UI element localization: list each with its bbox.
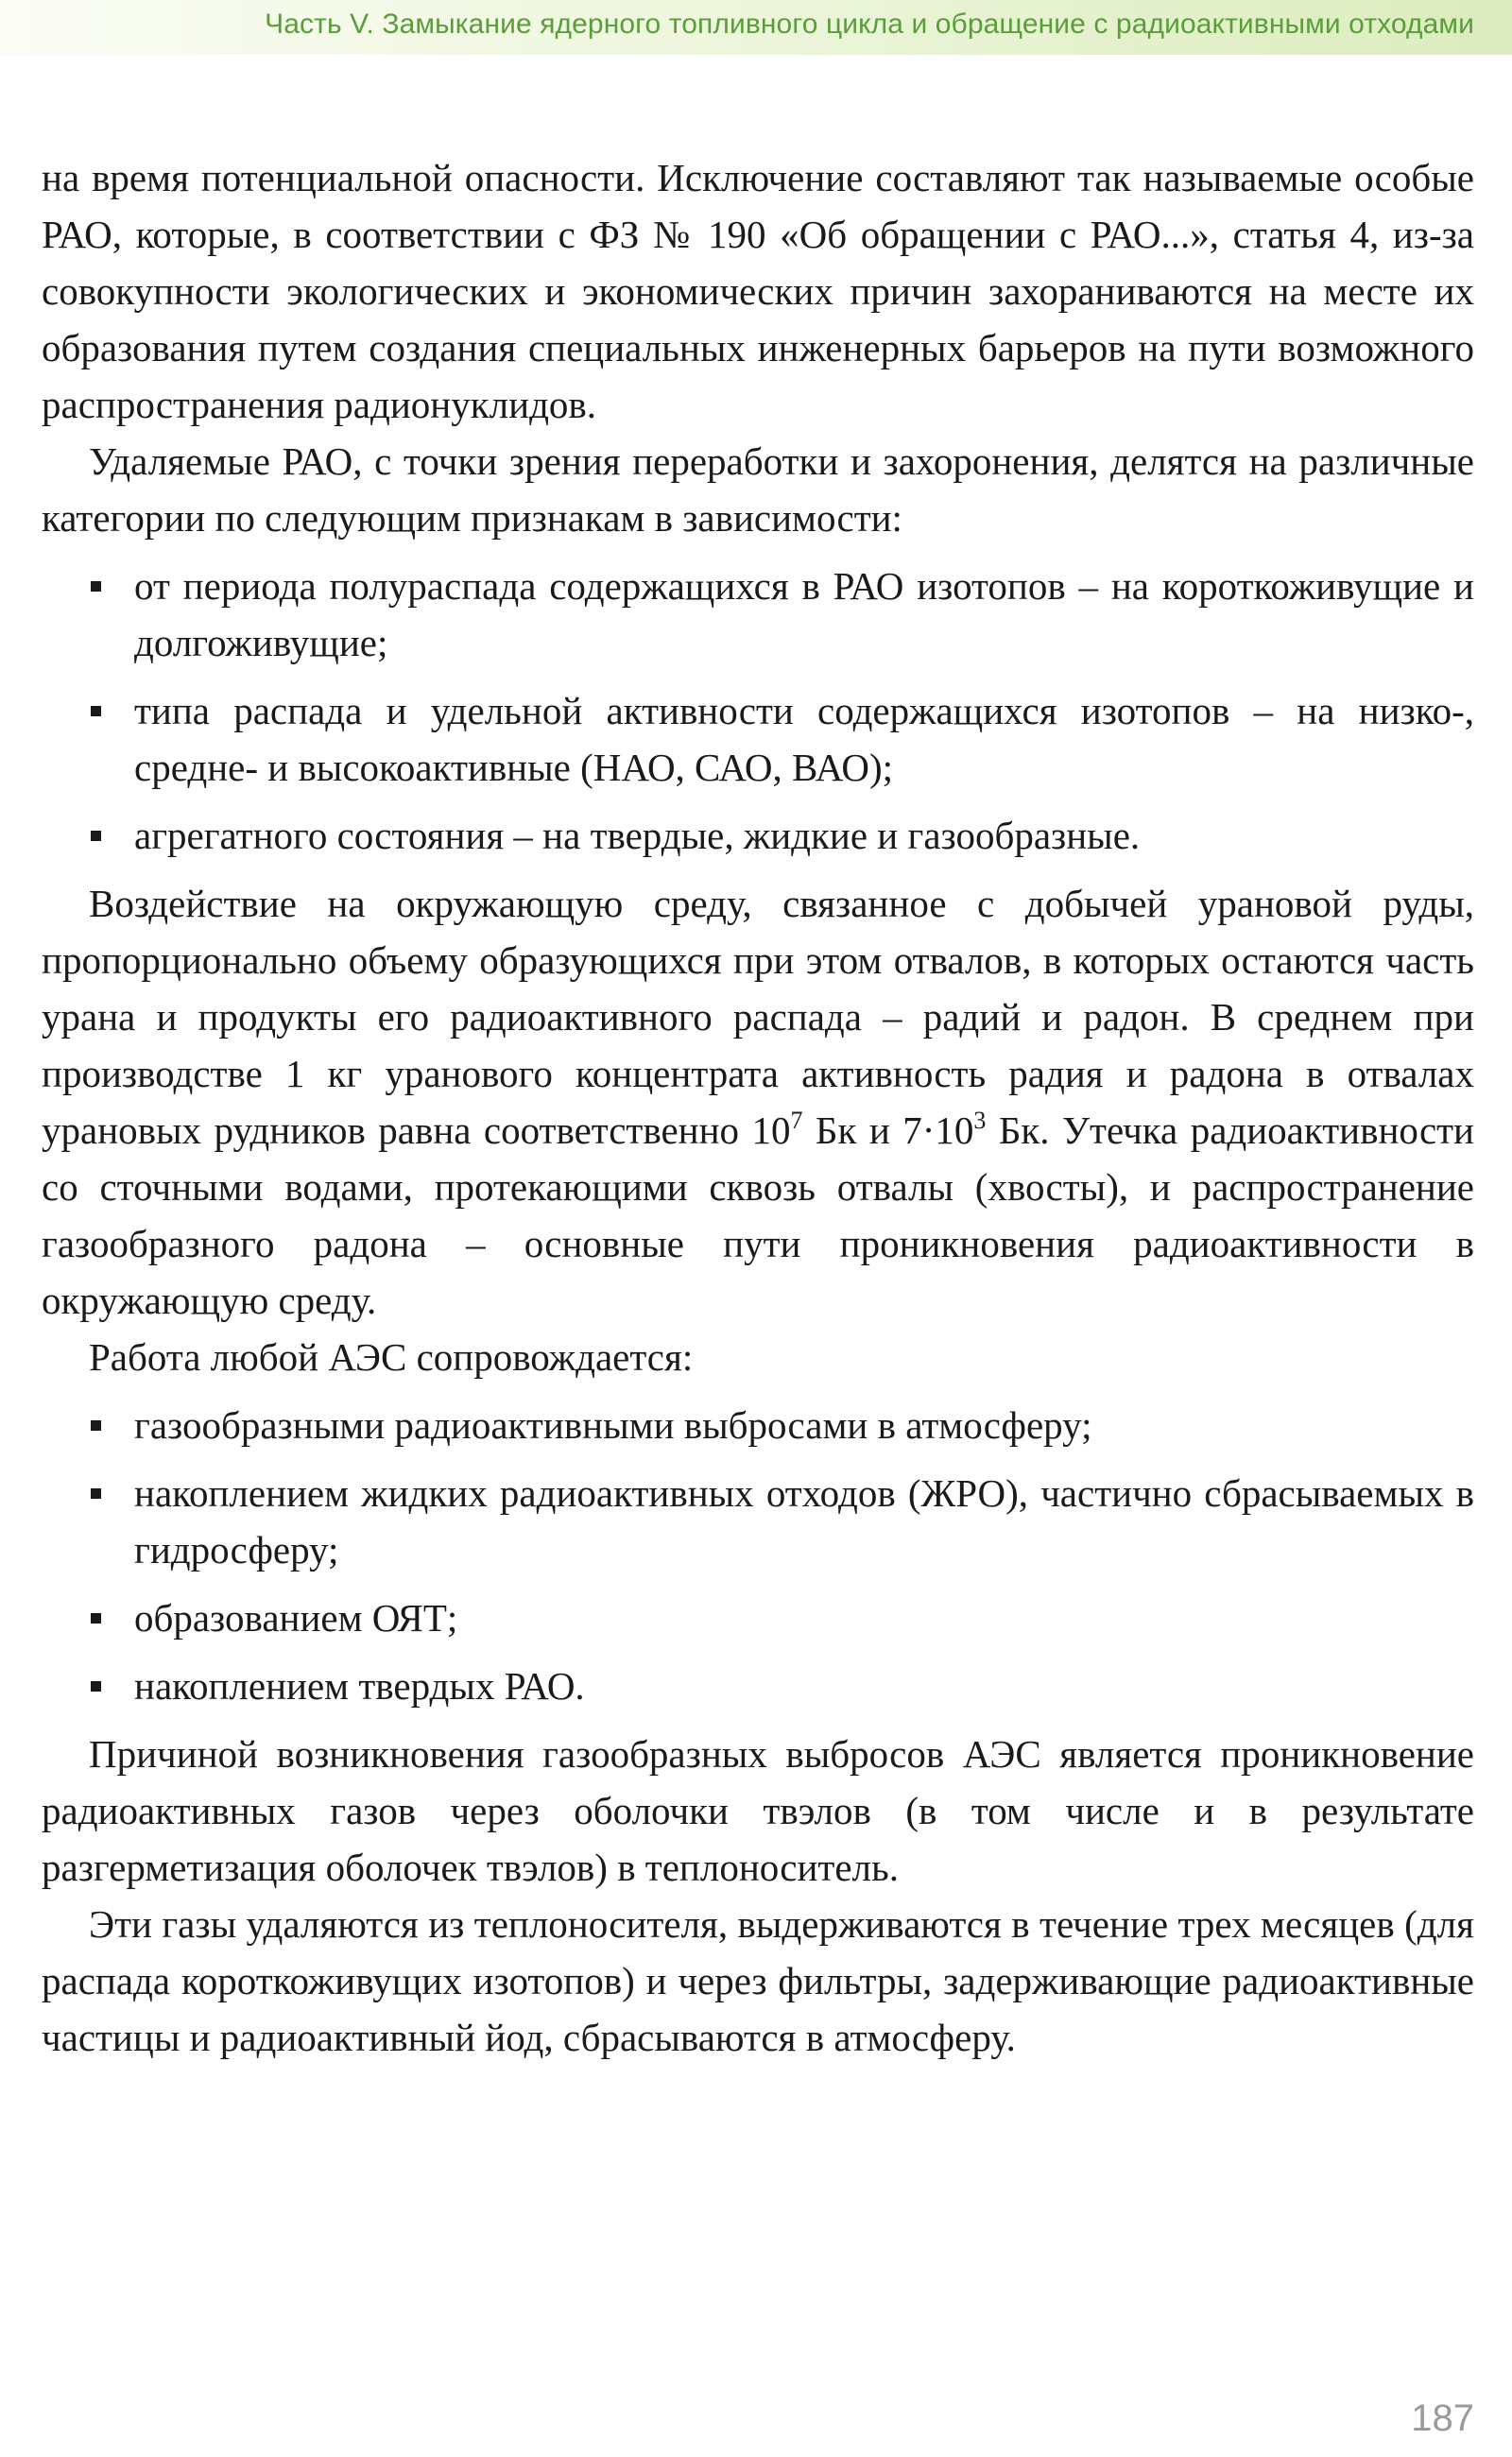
paragraph-gas-removal: Эти газы удаляются из теплоносителя, выдерживаются в течение трех месяцев (для распада короткоживущих изотопов) и через фильтры, задерживающие радиоактивные частицы и радиоактивный йод, сбрасываются в атмосферу. — [42, 1902, 1474, 2059]
list-item-text: агрегатного состояния – на твердые, жидкие и газообразные. — [134, 814, 1141, 857]
superscript-exponent: 7 — [790, 1107, 803, 1134]
running-header-band — [0, 0, 1512, 55]
list-item — [42, 558, 1474, 671]
list-rao-categories — [42, 558, 1474, 864]
list-item-text: накоплением твердых РАО. — [134, 1664, 585, 1708]
list-item — [42, 1658, 1474, 1714]
paragraph-continuation: на время потенциальной опасности. Исключение составляют так называемые особые РАО, которые, в соответствии с ФЗ № 190 «Об обращении с РАО...», статья 4, из-за совокупности экологических и экономических причин захораниваются на месте их образования путем создания специальных инженерных барьеров на пути возможного распространения радионуклидов. — [42, 156, 1474, 426]
list-npp-effects — [42, 1397, 1474, 1714]
square-bullet-icon — [91, 1681, 101, 1692]
running-header-title: Часть V. Замыкание ядерного топливного цикла и обращение с радиоактивными отходами — [265, 9, 1474, 40]
superscript-exponent: 3 — [973, 1107, 987, 1134]
list-item-text: образованием ОЯТ; — [134, 1596, 458, 1640]
paragraph-uranium-mining — [42, 875, 1474, 1329]
text-run: Бк. Утечка радиоактивности со сточными водами, протекающими сквозь отвалы (хвосты), и распространение газообразного радона – основные пути проникновения радиоактивности в окружающую среду. — [42, 1108, 1475, 1322]
square-bullet-icon — [91, 831, 101, 841]
paragraph-gas-emissions-cause: Причиной возникновения газообразных выбросов АЭС является проникновение радиоактивных газов через оболочки твэлов (в том числе и в результате разгерметизация оболочек твэлов) в теплоноситель. — [42, 1732, 1474, 1889]
list-item — [42, 682, 1474, 796]
list-item — [42, 807, 1474, 864]
page-number: 187 — [1411, 2397, 1474, 2439]
page-body — [42, 149, 1474, 2066]
square-bullet-icon — [91, 581, 101, 592]
list-item-text: накоплением жидких радиоактивных отходов (ЖРО), частично сбрасываемых в гидросферу; — [134, 1471, 1474, 1572]
square-bullet-icon — [91, 1613, 101, 1624]
list-item — [42, 1465, 1474, 1578]
text-run: Воздействие на окружающую среду, связанное с добычей урановой руды, пропорционально объему образующихся при этом отвалов, в которых остаются часть урана и продукты его радиоактивного распада – радий и радон. В среднем при производстве 1 кг уранового концентрата активность радия и радона в отвалах урановых рудников равна соответственно 10 — [42, 882, 1474, 1152]
list-item-text: типа распада и удельной активности содержащихся изотопов – на низко-, средне- и высокоактивные (НАО, САО, ВАО); — [134, 689, 1474, 789]
list-item — [42, 1589, 1474, 1646]
list-item — [42, 1397, 1474, 1453]
list-item-text: от периода полураспада содержащихся в РАО изотопов – на короткоживущие и долгоживущие; — [134, 564, 1474, 664]
square-bullet-icon — [91, 706, 101, 716]
paragraph-rao-categories: Удаляемые РАО, с точки зрения переработки и захоронения, делятся на различные категории по следующим признакам в зависимости: — [42, 439, 1474, 540]
square-bullet-icon — [91, 1420, 101, 1431]
text-run: Бк и 7·10 — [802, 1108, 974, 1152]
paragraph-npp-operation: Работа любой АЭС сопровождается: — [89, 1335, 694, 1379]
square-bullet-icon — [91, 1488, 101, 1499]
list-item-text: газообразными радиоактивными выбросами в атмосферу; — [134, 1403, 1092, 1447]
